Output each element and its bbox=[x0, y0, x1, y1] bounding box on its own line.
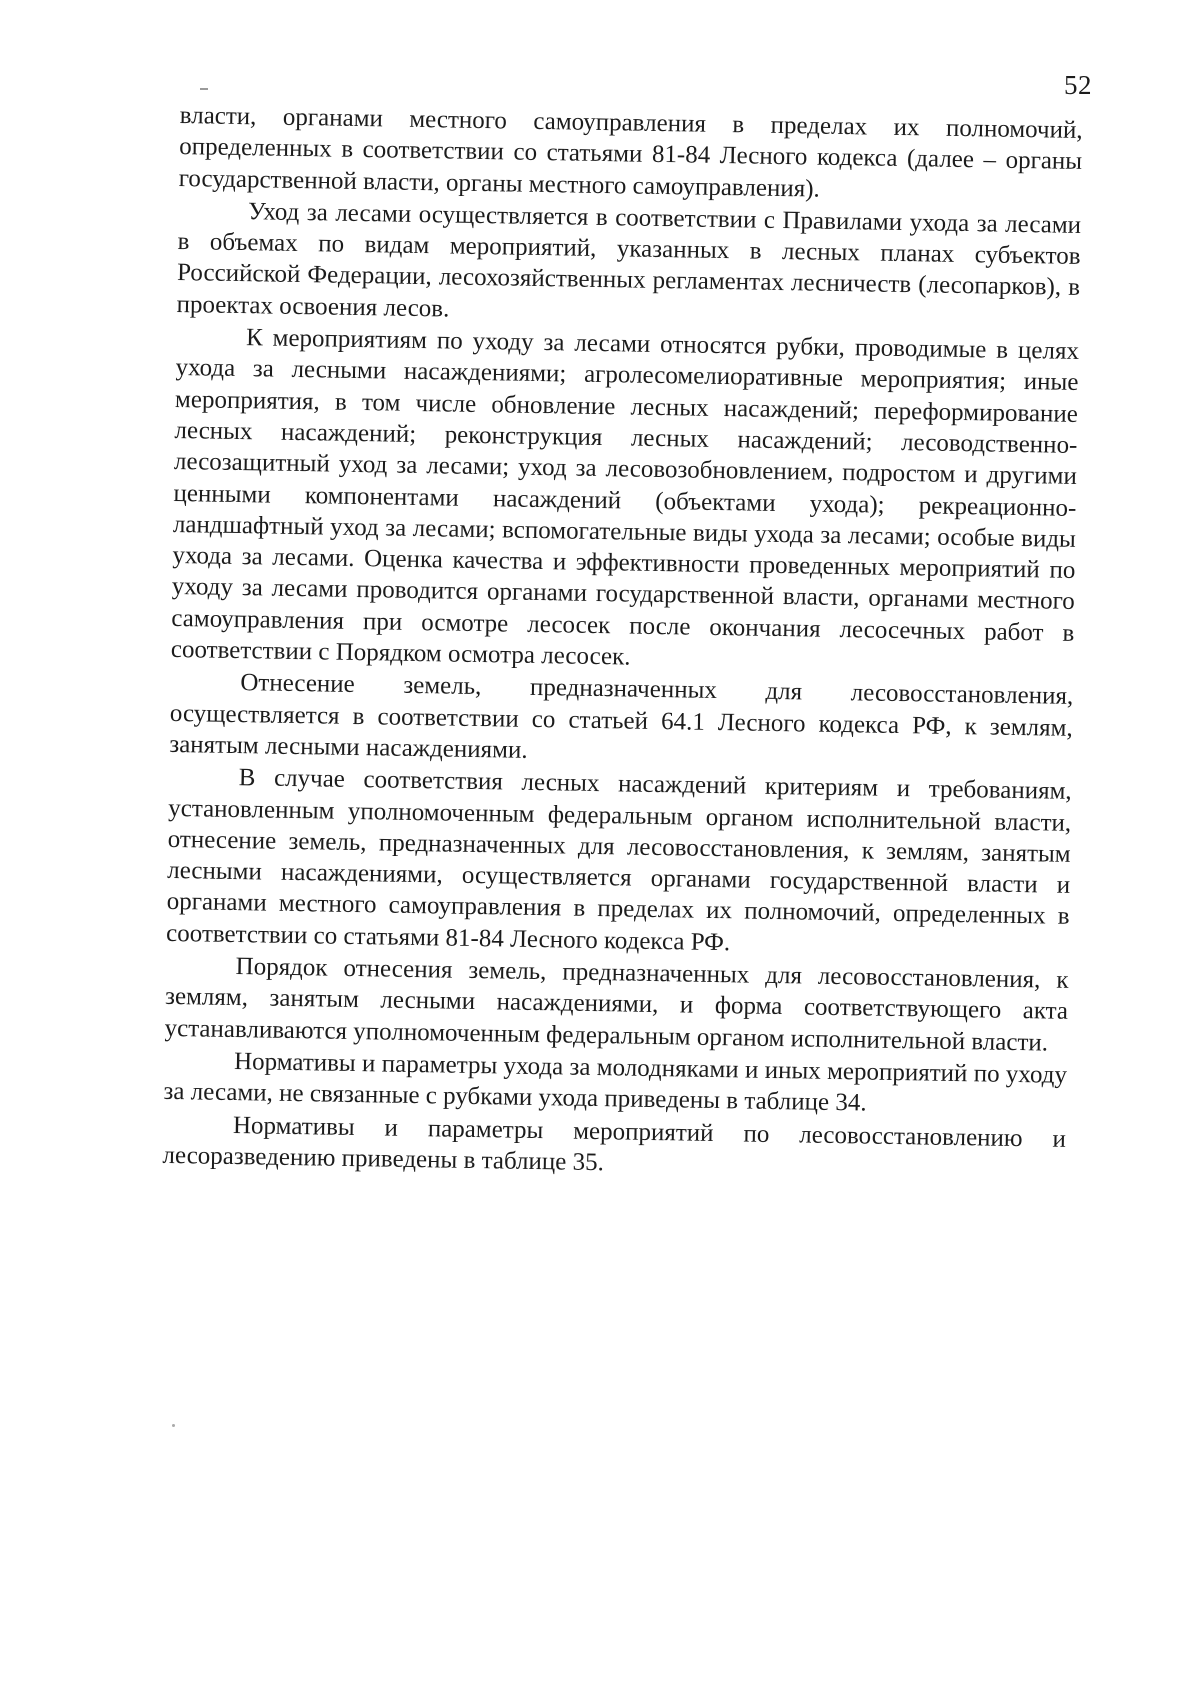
paragraph-assignment-procedure: Порядок отнесения земель, предназначенных для лесовосстановления, к землям, занятым лесными насаждениями, и форма соответствующего акта устанавливаются уполномоченным федеральным органом исполнительной власти. bbox=[164, 953, 1069, 1057]
paragraph-criteria-compliance: В случае соответствия лесных насаждений критериям и требованиям, установленным уполномоченным федеральным органом исполнительной власти, отнесение земель, предназначенных для лесовосстановления, к землям, занятым лесными насаждениями, осуществляется органами государственной власти и органами местного самоуправления в пределах их полномочий, определенных в соответствии со статьями 81-84 Лесного кодекса РФ. bbox=[165, 764, 1072, 956]
scan-artifact-mark bbox=[200, 88, 208, 90]
paragraph-forest-care: Уход за лесами осуществляется в соответствии с Правилами ухода за лесами в объемах по видам мероприятий, указанных в лесных планах субъектов Российской Федерации, лесохозяйственных регламентах лесничеств (лесопарков), в проектах освоения лесов. bbox=[176, 198, 1082, 323]
document-body bbox=[162, 100, 1083, 1186]
paragraph-care-measures: К мероприятиям по уходу за лесами относятся рубки, проводимые в целях ухода за лесными насаждениями; агролесомелиоративные мероприятия; иные мероприятия, в том числе обновление лесных насаждений; переформирование лесных насаждений; реконструкция лесных насаждений; лесоводственно-лесозащитный уход за лесами; уход за лесовозобновлением, подростом и другими ценными компонентами насаждений (объектами ухода); рекреационно-ландшафтный уход за лесами; вспомогательные виды ухода за лесами; особые виды ухода за лесами. Оценка качества и эффективности проведенных мероприятий по уходу за лесами проводится органами государственной власти, органами местного самоуправления при осмотре лесосек после окончания лесосечных работ в соответствии с Порядком осмотра лесосек. bbox=[170, 324, 1080, 671]
page-number: 52 bbox=[1064, 70, 1092, 100]
paragraph-table-34-reference: Нормативы и параметры ухода за молодняками и иных мероприятий по уходу за лесами, не связанные с рубками ухода приведены в таблице 34. bbox=[163, 1047, 1068, 1117]
paragraph-table-35-reference: Нормативы и параметры мероприятий по лесовосстановлению и лесоразведению приведены в таблице 35. bbox=[162, 1111, 1067, 1176]
scan-artifact-dot bbox=[172, 1424, 175, 1427]
paragraph-land-assignment: Отнесение земель, предназначенных для лесовосстановления, осуществляется в соответствии со статьей 64.1 Лесного кодекса РФ, к землям, занятым лесными насаждениями. bbox=[169, 669, 1074, 764]
paragraph-continuation: власти, органами местного самоуправления в пределах их полномочий, определенных в соответствии со статьями 81-84 Лесного кодекса (далее – органы государственной власти, органы местного самоуправления). bbox=[178, 101, 1083, 203]
